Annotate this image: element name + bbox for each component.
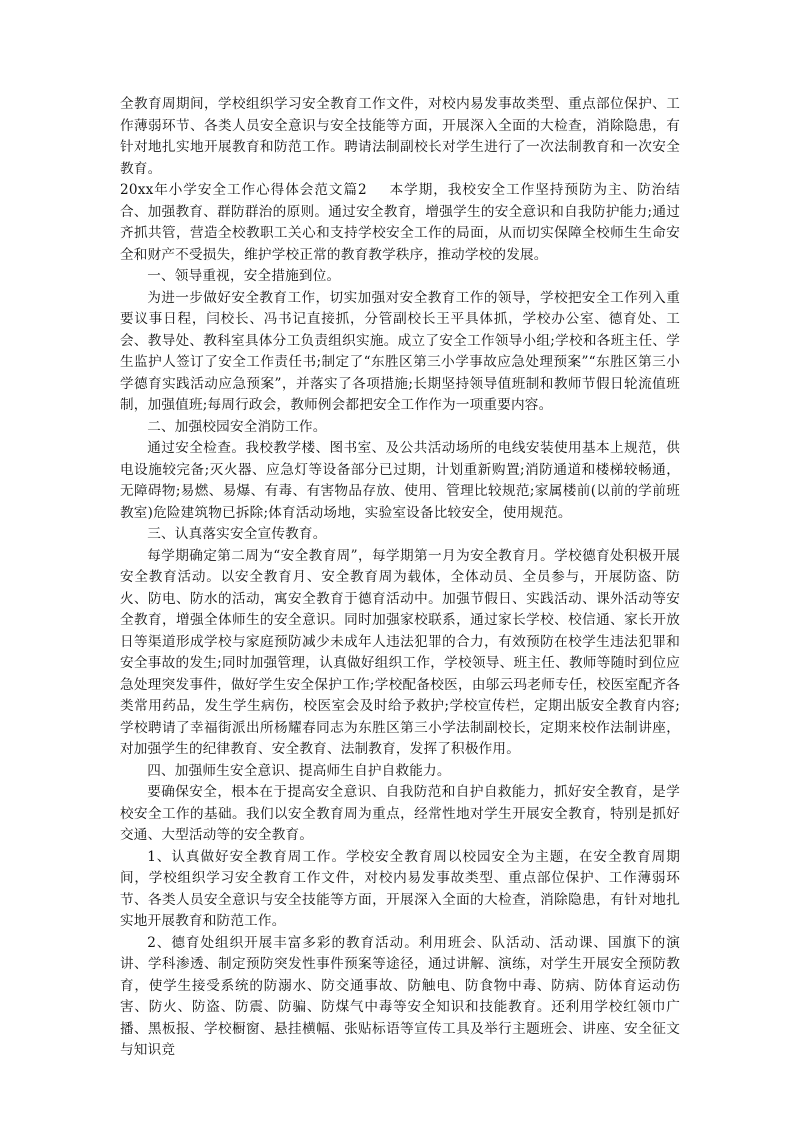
section-heading-2: 二、加强校园安全消防工作。 <box>147 418 327 435</box>
paragraph-text: 本学期，我校安全工作坚持预防为主、防治结合、加强教育、群防群治的原则。通过安全教育，增强学生的安全意识和自我防护能力;通过齐抓共管，营造全校教职工关心和支持学校安全工作的局面，从而切实保障全校师生生命安全和财产不受损失，维护学校正常的教育教学秩序，推动学校的发展。 <box>120 182 681 263</box>
paragraph: 每学期确定第二周为“安全教育周”，每学期第一月为安全教育月。学校德育处积极开展安全教育活动。以安全教育月、安全教育周为载体，全体动员、全员参与，开展防盗、防火、防电、防水的活动，寓安全教育于德育活动中。加强节假日、实践活动、课外活动等安全教育，增强全体师生的安全意识。同时加强家校联系，通过家长学校、校信通、家长开放日等渠道形成学校与家庭预防减少未成年人违法犯罪的合力，有效预防在校学生违法犯罪和安全事故的发生;同时加强管理，认真做好组织工作，学校领导、班主任、教师等随时到位应急处理突发事件，做好学生安全保护工作;学校配备校医，由邬云玛老师专任，校医室配齐各类常用药品，发生学生病伤，校医室会及时给予救护;学校宣传栏，定期出版安全教育内容;学校聘请了幸福街派出所杨耀春同志为东胜区第三小学法制副校长，定期来校作法制讲座，对加强学生的纪律教育、安全教育、法制教育，发挥了积极作用。 <box>120 547 680 757</box>
list-item-paragraph-2: 2、德育处组织开展丰富多彩的教育活动。利用班会、队活动、活动课、国旗下的演讲、学科渗透、制定预防突发性事件预案等途径，通过讲解、演练，对学生开展安全预防教育，使学生接受系统的防溺水、防交通事故、防触电、防食物中毒、防病、防体育运动伤害、防火、防盗、防震、防骗、防煤气中毒等安全知识和技能教育。还利用学校红领巾广播、黑板报、学校橱窗、悬挂横幅、张贴标语等宣传工具及举行主题班会、讲座、安全征文与知识竞 <box>120 934 680 1058</box>
section-heading-1: 一、领导重视，安全措施到位。 <box>147 268 341 284</box>
essay-title-paragraph <box>120 180 680 266</box>
section-heading-4: 四、加强师生安全意识、提高师生自护自救能力。 <box>147 762 451 779</box>
paragraph: 通过安全检查。我校教学楼、图书室、及公共活动场所的电线安装使用基本上规范，供电设施较完备;灭火器、应急灯等设备部分已过期，计划重新购置;消防通道和楼梯较畅通，无障碍物;易燃、易爆、有毒、有害物品存放、使用、管理比较规范;家属楼前(以前的学前班教室)危险建筑物已拆除;体育活动场地，实验室设备比较安全，使用规范。 <box>120 440 680 521</box>
paragraph: 为进一步做好安全教育工作，切实加强对安全教育工作的领导，学校把安全工作列入重要议事日程，闫校长、冯书记直接抓，分管副校长王平具体抓，学校办公室、德育处、工会、教导处、教科室具体分工负责组织实施。成立了安全工作领导小组;学校和各班主任、学生监护人签订了安全工作责任书;制定了“东胜区第三小学事故应急处理预案”“东胜区第三小学德育实践活动应急预案”，并落实了各项措施;长期坚持领导值班制和教师节假日轮流值班制，加强值班;每周行政会，教师例会都把安全工作作为一项重要内容。 <box>120 289 680 413</box>
paragraph-continuation: 全教育周期间，学校组织学习安全教育工作文件，对校内易发事故类型、重点部位保护、工作薄弱环节、各类人员安全意识与安全技能等方面，开展深入全面的大检查，消除隐患，有针对地扎实地开展教育和防范工作。聘请法制副校长对学生进行了一次法制教育和一次安全教育。 <box>120 96 680 177</box>
document-body <box>120 94 680 1062</box>
essay-title: 20xx年小学安全工作心得体会范文篇2 <box>120 182 367 198</box>
list-item-paragraph-1: 1、认真做好安全教育周工作。学校安全教育周以校园安全为主题，在安全教育周期间，学校组织学习安全教育工作文件，对校内易发事故类型、重点部位保护、工作薄弱环节、各类人员安全意识与安全技能等方面，开展深入全面的大检查，消除隐患，有针对地扎实地开展教育和防范工作。 <box>120 848 680 929</box>
section-heading-3: 三、认真落实安全宣传教育。 <box>147 526 327 542</box>
paragraph: 要确保安全，根本在于提高安全意识、自我防范和自护自救能力，抓好安全教育，是学校安全工作的基础。我们以安全教育周为重点，经常性地对学生开展安全教育，特别是抓好交通、大型活动等的安全教育。 <box>120 784 680 843</box>
